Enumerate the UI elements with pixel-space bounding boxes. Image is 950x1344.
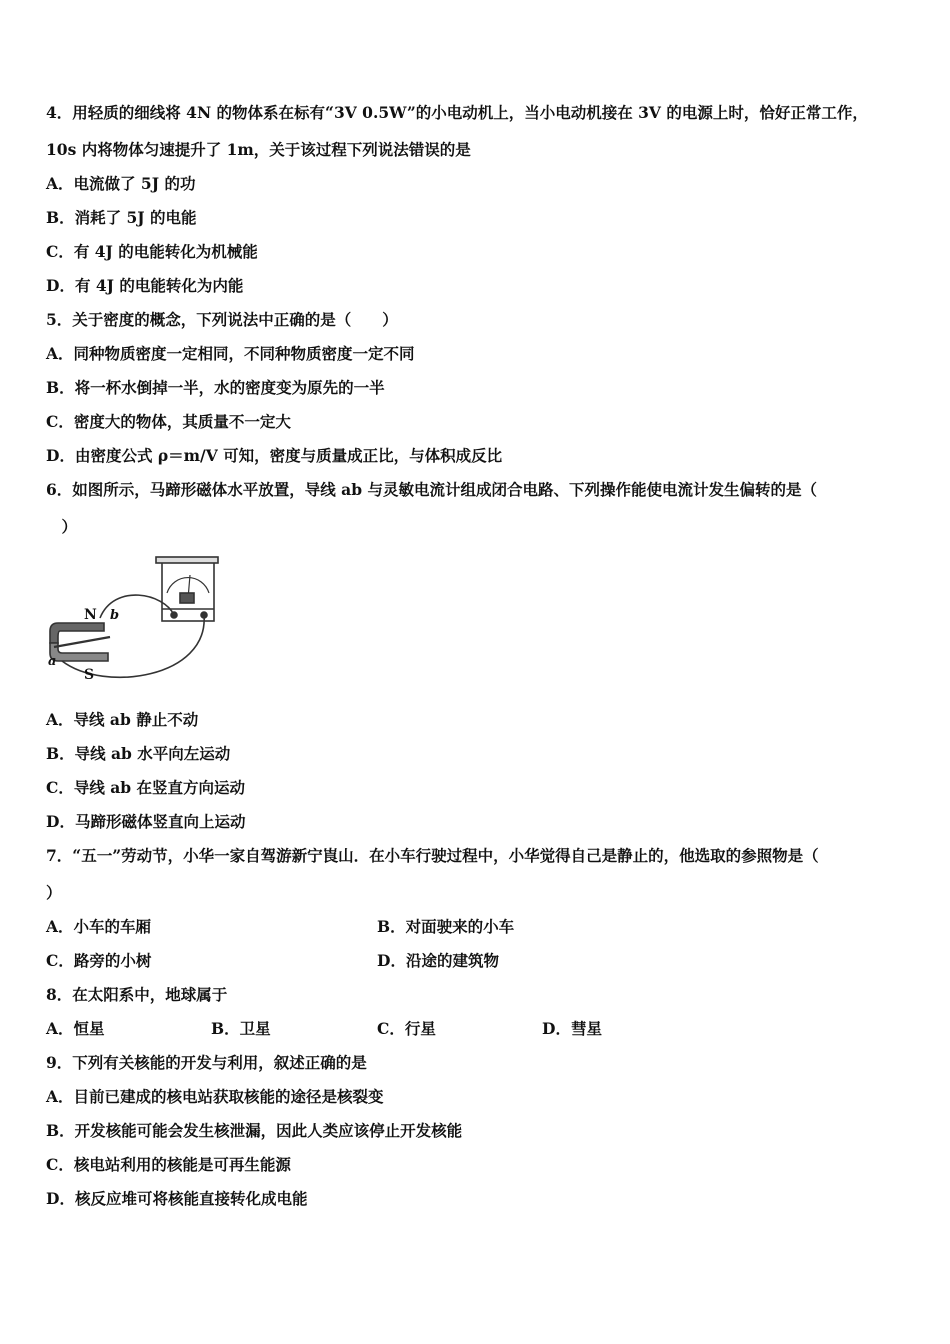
q7-option-a[interactable]: A．小车的车厢: [46, 917, 152, 936]
horseshoe-magnet-galvanometer-diagram: [44, 553, 224, 688]
q5-option-c[interactable]: C．密度大的物体，其质量不一定大: [46, 412, 291, 431]
q4-option-c[interactable]: C．有 4J 的电能转化为机械能: [46, 242, 258, 261]
q9-option-c[interactable]: C．核电站利用的核能是可再生能源: [46, 1155, 291, 1174]
q4-stem-line2: 10s 内将物体匀速提升了 1m，关于该过程下列说法错误的是: [46, 140, 471, 159]
q4-option-d[interactable]: D．有 4J 的电能转化为内能: [46, 276, 244, 295]
q7-option-c[interactable]: C．路旁的小树: [46, 951, 152, 970]
q6-stem-line1: 6．如图所示，马蹄形磁体水平放置，导线 ab 与灵敏电流计组成闭合电路、下列操作能使电流计发生偏转的是（: [46, 480, 817, 499]
q6-stem-line2: ）: [46, 517, 78, 536]
conductor-ab: [54, 637, 110, 647]
q8-option-c[interactable]: C．行星: [377, 1019, 436, 1038]
galvanometer-window: [180, 593, 194, 603]
q5-stem: 5．关于密度的概念，下列说法中正确的是（ ）: [46, 310, 398, 329]
q6-option-d[interactable]: D．马蹄形磁体竖直向上运动: [46, 812, 246, 831]
q4-option-a[interactable]: A．电流做了 5J 的功: [46, 174, 196, 193]
galvanometer-scale: [167, 578, 209, 593]
q6-option-b[interactable]: B．导线 ab 水平向左运动: [46, 744, 231, 763]
q8-stem: 8．在太阳系中，地球属于: [46, 985, 228, 1004]
q7-option-b[interactable]: B．对面驶来的小车: [377, 917, 515, 936]
q7-option-d[interactable]: D．沿途的建筑物: [377, 951, 499, 970]
label-s: S: [84, 667, 95, 683]
label-n: N: [84, 607, 97, 623]
q4-stem-line1: 4．用轻质的细线将 4N 的物体系在标有“3V 0.5W”的小电动机上，当小电动机接在 3V 的电源上时，恰好正常工作，: [46, 103, 868, 122]
label-a: a: [48, 654, 57, 669]
q5-option-b[interactable]: B．将一杯水倒掉一半，水的密度变为原先的一半: [46, 378, 385, 397]
label-b: b: [110, 608, 120, 623]
q7-stem-line1: 7．“五一”劳动节，小华一家自驾游新宁崀山．在小车行驶过程中，小华觉得自己是静止的，他选取的参照物是（: [46, 846, 819, 865]
q9-option-b[interactable]: B．开发核能可能会发生核泄漏，因此人类应该停止开发核能: [46, 1121, 463, 1140]
q6-option-c[interactable]: C．导线 ab 在竖直方向运动: [46, 778, 246, 797]
galvanometer-top: [156, 557, 218, 563]
q8-option-a[interactable]: A．恒星: [46, 1019, 105, 1038]
q6-option-a[interactable]: A．导线 ab 静止不动: [46, 710, 199, 729]
q8-option-d[interactable]: D．彗星: [542, 1019, 602, 1038]
q7-stem-line2: ）: [46, 883, 62, 902]
q4-option-b[interactable]: B．消耗了 5J 的电能: [46, 208, 197, 227]
q6-figure: [44, 553, 224, 688]
q9-option-a[interactable]: A．目前已建成的核电站获取核能的途径是核裂变: [46, 1087, 384, 1106]
q9-option-d[interactable]: D．核反应堆可将核能直接转化成电能: [46, 1189, 308, 1208]
q5-option-a[interactable]: A．同种物质密度一定相同，不同种物质密度一定不同: [46, 344, 415, 363]
q8-option-b[interactable]: B．卫星: [211, 1019, 271, 1038]
q5-option-d[interactable]: D．由密度公式 ρ＝m/V 可知，密度与质量成正比，与体积成反比: [46, 446, 503, 465]
q9-stem: 9．下列有关核能的开发与利用，叙述正确的是: [46, 1053, 367, 1072]
